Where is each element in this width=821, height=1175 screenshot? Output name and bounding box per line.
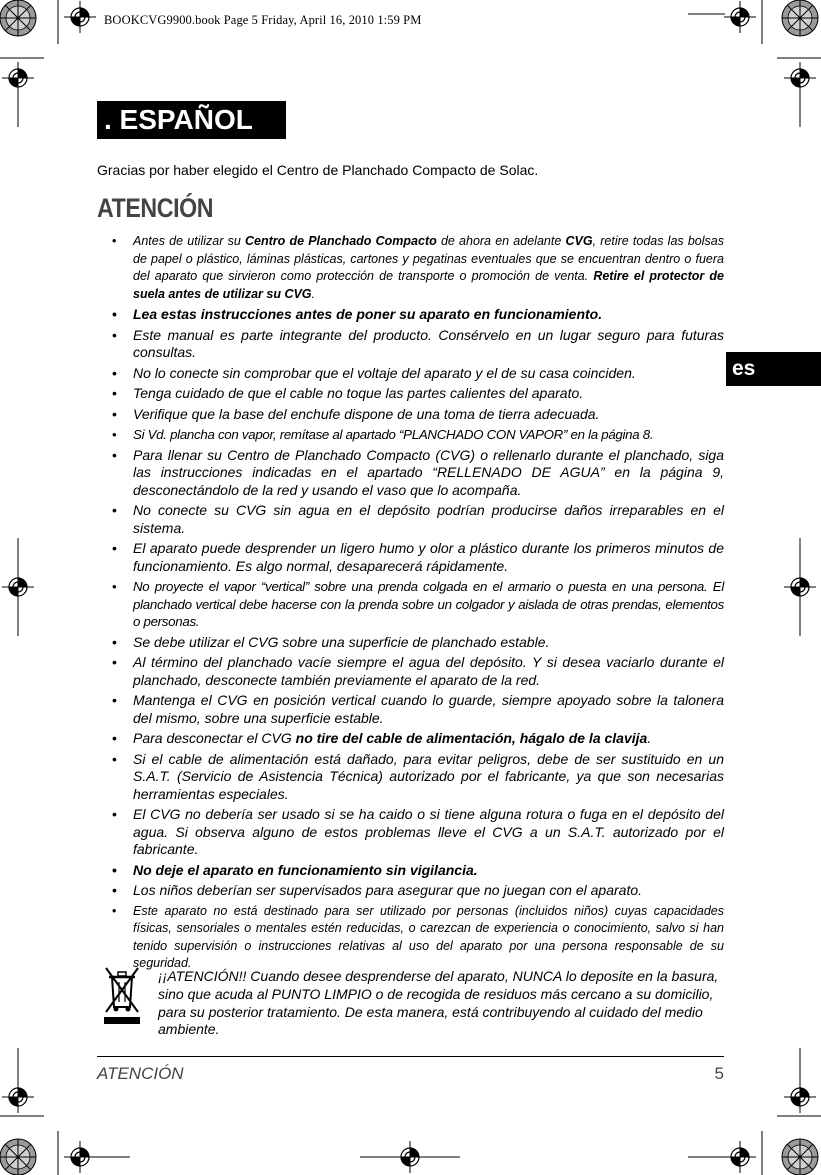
footer-divider: [97, 1056, 724, 1057]
list-item: • No proyecte el vapor “vertical” sobre una prenda colgada en el armario o puesta en una persona. El planchado vertical debe hacerse con la prenda sobre un colgador y aislada de otras prendas, elementos o personas.: [112, 578, 724, 631]
list-item: • Al término del planchado vacíe siempre el agua del depósito. Y si desea vaciarlo durante el planchado, desconecte también previamente el aparato de la red.: [112, 654, 724, 689]
color-bar-icon: [0, 1139, 36, 1175]
color-bar-icon: [782, 1139, 818, 1175]
registration-mark-icon: [2, 571, 34, 603]
registration-mark-icon: [784, 1081, 816, 1113]
recycling-notice: ¡¡ATENCIÓN!! Cuando desee desprenderse del aparato, NUNCA lo deposite en la basura, sino que acuda al PUNTO LIMPIO o de recogida de residuos más cercano a su domicilio, para su posterior tratamiento. De esta manera, está contribuyendo al cuidado del medio ambiente.: [158, 968, 719, 1038]
list-item: • Si el cable de alimentación está dañado, para evitar peligros, debe de ser sustituido en un S.A.T. (Servicio de Asistencia Técnica) autorizado por el fabricante, ya que son necesarias herramientas especiales.: [112, 751, 724, 804]
list-item: • No conecte su CVG sin agua en el depósito podrían producirse daños irreparables en el sistema.: [112, 502, 724, 537]
list-item: • No deje el aparato en funcionamiento sin vigilancia.: [112, 862, 724, 880]
page-number: 5: [714, 1064, 724, 1083]
language-tab: es: [726, 352, 821, 386]
list-item: • Los niños deberían ser supervisados para asegurar que no juegan con el aparato.: [112, 882, 724, 900]
color-bar-icon: [0, 0, 36, 36]
registration-mark-icon: [394, 1141, 426, 1173]
warning-list: [112, 233, 724, 976]
list-item: • Tenga cuidado de que el cable no toque las partes calientes del aparato.: [112, 385, 724, 403]
list-item: • Este manual es parte integrante del producto. Consérvelo en un lugar seguro para futuras consultas.: [112, 327, 724, 362]
list-item: • Este aparato no está destinado para ser utilizado por personas (incluidos niños) cuyas capacidades físicas, sensoriales o mentales estén reducidas, o carezcan de experiencia o conocimiento, salvo si han tenido supervisión o instrucciones relativas al uso del aparato por una persona responsable de su seguridad.: [112, 903, 724, 973]
weee-bin-icon: [103, 965, 141, 1025]
registration-mark-icon: [784, 571, 816, 603]
list-item: • Lea estas instrucciones antes de poner su aparato en funcionamiento.: [112, 306, 724, 324]
list-item: • Se debe utilizar el CVG sobre una superficie de planchado estable.: [112, 634, 724, 652]
registration-mark-icon: [64, 1, 96, 33]
list-item: • Si Vd. plancha con vapor, remítase al apartado “PLANCHADO CON VAPOR” en la página 8.: [112, 426, 724, 444]
footer-section-name: ATENCIÓN: [97, 1064, 184, 1083]
list-item: • Para llenar su Centro de Planchado Compacto (CVG) o rellenarlo durante el planchado, siga las instrucciones indicadas en el apartado “RELLENADO DE AGUA” en la página 9, desconectándolo de la red y usando el vaso que lo acompaña.: [112, 447, 724, 500]
list-item: • El aparato puede desprender un ligero humo y olor a plástico durante los primeros minutos de funcionamiento. Es algo normal, desaparecerá rápidamente.: [112, 540, 724, 575]
list-item: • Mantenga el CVG en posición vertical cuando lo guarde, siempre apoyado sobre la talonera del mismo, sobre una superficie estable.: [112, 692, 724, 727]
list-item: • Para desconectar el CVG no tire del cable de alimentación, hágalo de la clavija.: [112, 730, 724, 748]
intro-text: Gracias por haber elegido el Centro de Planchado Compacto de Solac.: [97, 162, 539, 178]
list-item: • No lo conecte sin comprobar que el voltaje del aparato y el de su casa coinciden.: [112, 365, 724, 383]
language-banner: . ESPAÑOL: [97, 101, 286, 139]
registration-mark-icon: [784, 62, 816, 94]
registration-mark-icon: [64, 1141, 96, 1173]
list-item: • Antes de utilizar su Centro de Planchado Compacto de ahora en adelante CVG, retire todas las bolsas de papel o plástico, láminas plásticas, cartones y pegatinas eventuales que se encuentran dentro o fuera del aparato que sirvieron como protección de transporte o promoción de venta. Retire el protector de suela antes de utilizar su CVG.: [112, 233, 724, 303]
print-job-line: BOOKCVG9900.book Page 5 Friday, April 16, 2010 1:59 PM: [104, 13, 422, 27]
color-bar-icon: [782, 0, 818, 36]
registration-mark-icon: [2, 1081, 34, 1113]
section-title: ATENCIÓN: [97, 193, 214, 223]
registration-mark-icon: [2, 62, 34, 94]
list-item: • El CVG no debería ser usado si se ha caido o si tiene alguna rotura o fuga en el depósito del agua. Si observa alguno de estos problemas lleve el CVG a un S.A.T. autorizado por el fabricante.: [112, 806, 724, 859]
registration-mark-icon: [724, 1, 756, 33]
registration-mark-icon: [724, 1141, 756, 1173]
list-item: • Verifique que la base del enchufe dispone de una toma de tierra adecuada.: [112, 406, 724, 424]
